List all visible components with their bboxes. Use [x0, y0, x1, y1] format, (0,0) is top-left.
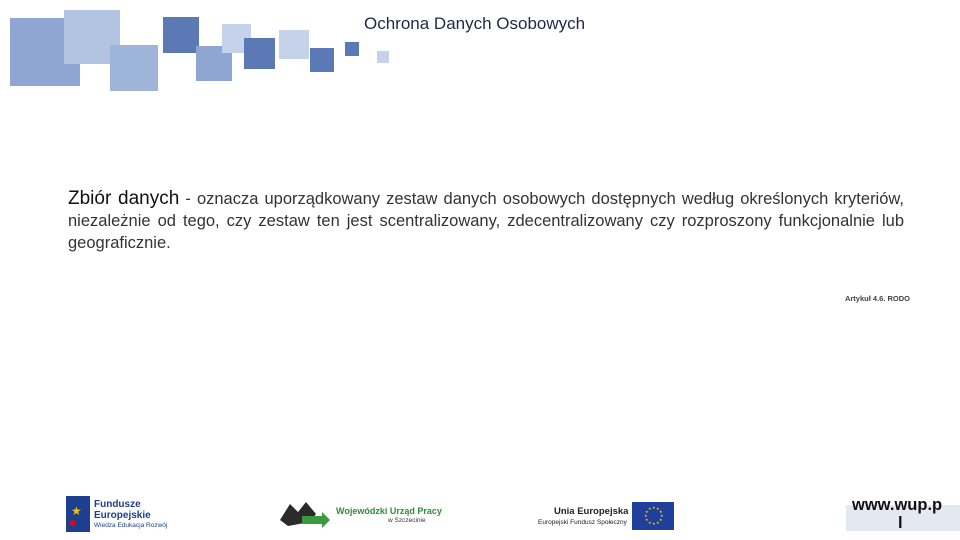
svg-text:★: ★ [648, 520, 652, 525]
svg-text:★: ★ [648, 506, 652, 511]
svg-text:★: ★ [645, 517, 649, 522]
decor-square [244, 38, 275, 69]
logo-fe-line1: Fundusze [94, 499, 141, 510]
svg-text:★: ★ [659, 509, 663, 514]
logo-wup-line2: w Szczecinie [388, 517, 426, 524]
logo-fe-line3: Wiedza Edukacja Rozwój [94, 522, 168, 529]
wup-mark-icon [280, 500, 330, 528]
source-reference: Artykuł 4.6. RODO [844, 294, 910, 303]
flag-dot-icon [70, 520, 76, 526]
decor-square [310, 48, 334, 72]
svg-text:★: ★ [652, 505, 656, 510]
svg-text:★: ★ [644, 513, 648, 518]
fundusze-europejskie-logo [66, 494, 176, 534]
svg-text:★: ★ [656, 506, 660, 511]
definition-paragraph [68, 188, 904, 254]
decor-square [345, 42, 359, 56]
svg-text:★: ★ [659, 517, 663, 522]
website-link-tail[interactable]: l [898, 514, 903, 532]
logo-ue-line1: Unia Europejska [554, 506, 629, 517]
decor-square [163, 17, 199, 53]
svg-text:★: ★ [656, 520, 660, 525]
logo-wup-line1: Wojewódzki Urząd Pracy [336, 506, 442, 516]
definition-term: Zbiór danych [68, 188, 180, 209]
decor-square [377, 51, 389, 63]
fe-emblem-icon [66, 496, 90, 532]
svg-text:★: ★ [652, 521, 656, 526]
eu-flag-icon [632, 502, 674, 530]
svg-text:★: ★ [660, 513, 664, 518]
svg-text:★: ★ [645, 509, 649, 514]
logo-fe-line2: Europejskie [94, 510, 151, 521]
unia-europejska-logo [538, 502, 678, 532]
star-icon: ★ [71, 504, 82, 518]
definition-body: - oznacza uporządkowany zestaw danych osobowych dostępnych według określonych kryteriów, niezależnie od tego, czy zestaw ten jest scentralizowany, zdecentralizowany czy rozproszony funkcjonalnie lub geograficznie. [68, 190, 904, 252]
page-title: Ochrona Danych Osobowych [364, 14, 586, 33]
wup-szczecin-logo [280, 498, 442, 530]
website-link[interactable]: www.wup.p [852, 496, 943, 514]
decor-square [110, 45, 158, 91]
logo-ue-line2: Europejski Fundusz Społeczny [538, 519, 627, 526]
decor-square [279, 30, 309, 59]
